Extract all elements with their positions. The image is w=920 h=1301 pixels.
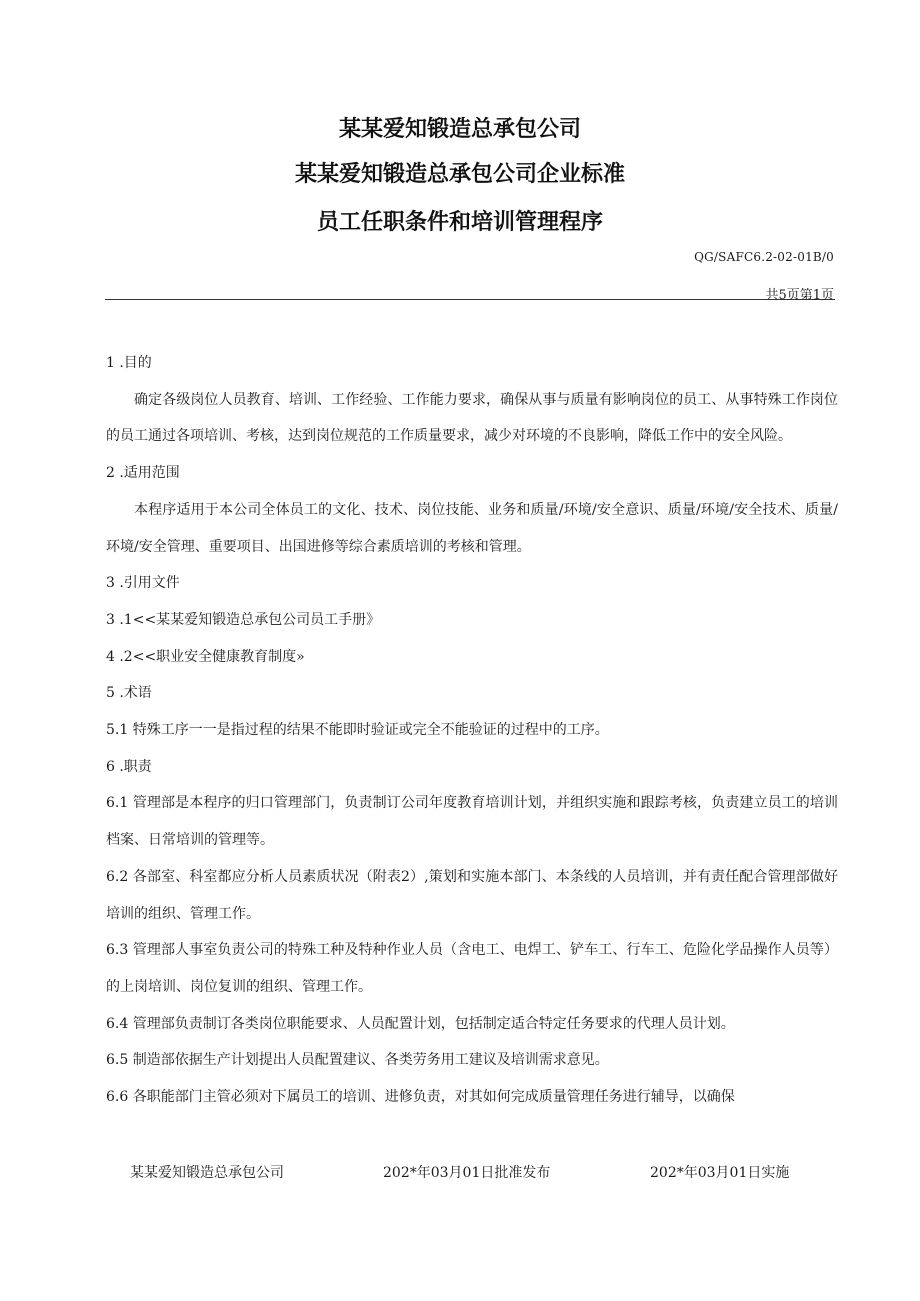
duty-item: 6.2 各部室、科室都应分析人员素质状况（附表2）,策划和实施本部门、本条线的人员培训，并有责任配合管理部做好培训的组织、管理工作。 — [106, 868, 838, 922]
section-heading: 3 .引用文件 — [106, 575, 180, 592]
paragraph: 本程序适用于本公司全体员工的文化、技术、岗位技能、业务和质量/环境/安全意识、质量/环境/安全技术、质量/环境/安全管理、重要项目、出国进修等综合素质培训的考核和管理。 — [106, 501, 838, 555]
document-code: QG/SAFC6.2-02-01B/0 — [694, 250, 834, 264]
reference-item: 3 .1<<某某爱知锻造总承包公司员工手册》 — [106, 611, 381, 628]
duty-item: 6.4 管理部负责制订各类岗位职能要求、人员配置计划，包括制定适合特定任务要求的代理人员计划。 — [106, 1015, 735, 1032]
term-item: 5.1 特殊工序一一是指过程的结果不能即时验证或完全不能验证的过程中的工序。 — [106, 722, 609, 739]
footer-approve-date: 202*年03月01日批准发布 — [383, 1165, 551, 1181]
standard-title: 某某爱知锻造总承包公司企业标准 — [294, 162, 625, 187]
duty-item: 6.6 各职能部门主管必须对下属员工的培训、进修负责，对其如何完成质量管理任务进行辅导，以确保 — [106, 1089, 735, 1106]
footer-implement-date: 202*年03月01日实施 — [650, 1165, 790, 1181]
footer-company: 某某爱知锻造总承包公司 — [130, 1165, 284, 1181]
section-heading: 5 .术语 — [106, 685, 152, 702]
section-heading: 6 .职责 — [106, 758, 152, 775]
section-heading: 1 .目的 — [106, 355, 152, 371]
page-count: 共5页第1页 — [765, 288, 834, 303]
header-rule — [105, 299, 835, 300]
duty-item: 6.5 制造部依据生产计划提出人员配置建议、各类劳务用工建议及培训需求意见。 — [106, 1052, 609, 1069]
duty-item: 6.1 管理部是本程序的归口管理部门，负责制订公司年度教育培训计划，并组织实施和跟踪考核，负责建立员工的培训档案、日常培训的管理等。 — [106, 795, 838, 849]
company-title: 某某爱知锻造总承包公司 — [338, 117, 581, 142]
paragraph: 确定各级岗位人员教育、培训、工作经验、工作能力要求，确保从事与质量有影响岗位的员工、从事特殊工作岗位的员工通过各项培训、考核，达到岗位规范的工作质量要求，减少对环境的不良影响，降低工作中的安全风险。 — [106, 391, 838, 445]
reference-item: 4 .2<<职业安全健康教育制度» — [106, 648, 305, 665]
duty-item: 6.3 管理部人事室负责公司的特殊工种及特种作业人员（含电工、电焊工、铲车工、行车工、危险化学品操作人员等）的上岗培训、岗位复训的组织、管理工作。 — [106, 942, 838, 995]
document-title: 员工任职条件和培训管理程序 — [316, 210, 603, 235]
document-body — [106, 345, 838, 1116]
section-heading: 2 .适用范围 — [106, 465, 180, 482]
